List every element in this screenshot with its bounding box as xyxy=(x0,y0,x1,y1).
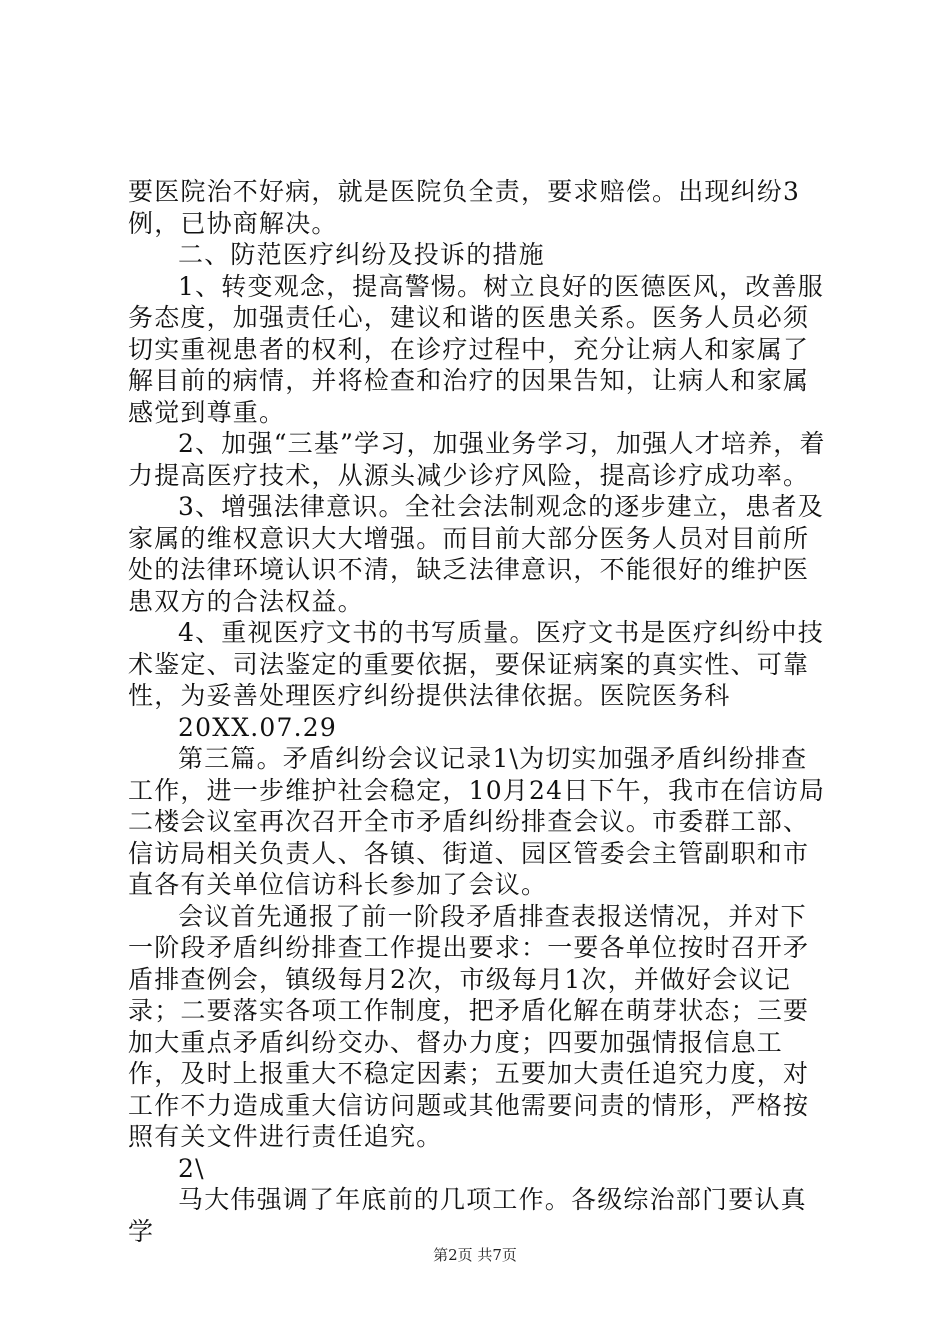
paragraph: 3、增强法律意识。全社会法制观念的逐步建立，患者及家属的维权意识大大增强。而目前大部分医务人员对目前所处的法律环境认识不清，缺乏法律意识，不能很好的维护医患双方的合法权益。 xyxy=(128,492,824,616)
date-line: 20XX.07.29 xyxy=(178,712,337,742)
paragraph: 2、加强“三基”学习，加强业务学习，加强人才培养，着力提高医疗技术，从源头减少诊疗风险，提高诊疗成功率。 xyxy=(128,429,826,490)
section-heading: 二、防范医疗纠纷及投诉的措施 xyxy=(178,240,545,269)
paragraph: 1、转变观念，提高警惕。树立良好的医德医风，改善服务态度，加强责任心，建议和谐的医患关系。医务人员必须切实重视患者的权利，在诊疗过程中，充分让病人和家属了解目前的病情，并将检查和治疗的因果告知，让病人和家属感觉到尊重。 xyxy=(128,271,824,427)
page-number: 第2页 共7页 xyxy=(433,1246,517,1264)
section-marker: 2\ xyxy=(178,1153,205,1183)
paragraph: 4、重视医疗文书的书写质量。医疗文书是医疗纠纷中技术鉴定、司法鉴定的重要依据，要保证病案的真实性、可靠性，为妥善处理医疗纠纷提供法律依据。医院医务科 xyxy=(128,618,824,710)
page-footer xyxy=(0,1244,950,1265)
paragraph: 马大伟强调了年底前的几项工作。各级综治部门要认真学 xyxy=(128,1185,807,1246)
paragraph: 第三篇。矛盾纠纷会议记录1\为切实加强矛盾纠纷排查工作，进一步维护社会稳定，10月24日下午，我市在信访局二楼会议室再次召开全市矛盾纠纷排查会议。市委群工部、信访局相关负责人、各镇、街道、园区管委会主管副职和市直各有关单位信访科长参加了会议。 xyxy=(128,744,826,899)
paragraph: 会议首先通报了前一阶段矛盾排查表报送情况，并对下一阶段矛盾纠纷排查工作提出要求：一要各单位按时召开矛盾排查例会，镇级每月2次，市级每月1次，并做好会议记录；二要落实各项工作制度，把矛盾化解在萌芽状态；三要加大重点矛盾纠纷交办、督办力度；四要加强情报信息工作，及时上报重大不稳定因素；五要加大责任追究力度，对工作不力造成重大信访问题或其他需要问责的情形，严格按照有关文件进行责任追究。 xyxy=(128,901,810,1151)
document-body xyxy=(128,176,828,1247)
paragraph: 要医院治不好病，就是医院负全责，要求赔偿。出现纠纷3例，已协商解决。 xyxy=(128,177,801,238)
